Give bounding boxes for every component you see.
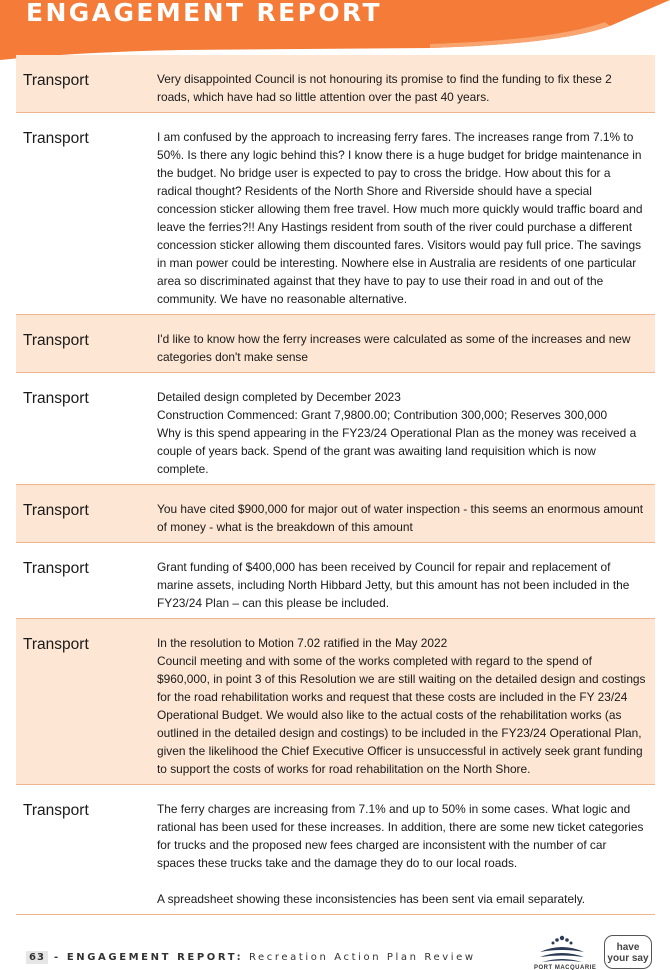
row-category: Transport bbox=[23, 560, 89, 577]
row-category: Transport bbox=[23, 502, 89, 519]
footer-report-label: ENGAGEMENT REPORT: bbox=[66, 952, 244, 963]
comments-table bbox=[16, 55, 655, 915]
council-logo-text: PORT MACQUARIE bbox=[534, 965, 597, 970]
row-category: Transport bbox=[23, 72, 89, 89]
row-comment: You have cited $900,000 for major out of water inspection - this seems an enormous amount of money - what is the breakdown of this amount bbox=[157, 502, 644, 534]
row-comment: I'd like to know how the ferry increases were calculated as some of the increases and new categories don't make sense bbox=[157, 332, 631, 364]
have-your-say-line2: your say bbox=[607, 953, 649, 964]
table-row bbox=[16, 785, 655, 915]
page-header bbox=[0, 0, 670, 62]
table-row bbox=[16, 543, 655, 619]
row-comment: The ferry charges are increasing from 7.1% and up to 50% in some cases. What logic and rational has been used for these increases. In addition, there are some new ticket categories for trucks and the proposed new fees charged are inconsistent with the number of car spaces these trucks take and the damage they do to our local roads. A spreadsheet showing these inconsistencies has been sent via email separately. bbox=[157, 802, 644, 906]
table-row bbox=[16, 113, 655, 315]
page-footer bbox=[26, 952, 476, 963]
page-title: ENGAGEMENT REPORT bbox=[26, 0, 382, 27]
row-comment: Very disappointed Council is not honouring its promise to find the funding to fix these 2 roads, which have had so little attention over the past 40 years. bbox=[157, 72, 612, 104]
have-your-say-logo bbox=[604, 935, 652, 969]
footer-report-name: Recreation Action Plan Review bbox=[248, 952, 476, 963]
row-category: Transport bbox=[23, 802, 89, 819]
row-comment: I am confused by the approach to increasing ferry fares. The increases range from 7.1% to 50%. Is there any logic behind this? I know there is a huge budget for bridge maintenance in the budget. No bridge user is expected to pay to cross the bridge. How about this for a radical thought? Residents of the North Shore and Riverside should have a special concession sticker allowing them free travel. How much more quickly would traffic board and leave the ferries?!! Any Hastings resident from south of the river could purchase a different concession sticker allowing them discounted fares. Visitors would pay full price. The savings in man power could be interesting. Nowhere else in Australia are residents of one particular area so discriminated against that they have to pay to use their road in and out of the community. We have no reasonable alternative. bbox=[157, 130, 643, 306]
council-logo bbox=[532, 930, 597, 970]
have-your-say-line1: have bbox=[616, 942, 640, 953]
table-row bbox=[16, 619, 655, 785]
row-category: Transport bbox=[23, 636, 89, 653]
table-row bbox=[16, 55, 655, 113]
row-category: Transport bbox=[23, 332, 89, 349]
row-comment: In the resolution to Motion 7.02 ratified in the May 2022 Council meeting and with some of the works completed with regard to the spend of $960,000, in point 3 of this Resolution we are still waiting on the detailed design and costings for the road rehabilitation works and request that these costs are included in the FY 23/24 Operational Budget. We would also like to the actual costs of the rehabilitation works (as outlined in the detailed design and costings) to be included in the FY23/24 Operational Plan, given the likelihood the Chief Executive Officer is unsuccessful in actively seek grant funding to support the costs of works for road rehabilitation on the North Shore. bbox=[157, 636, 646, 776]
footer-separator: - bbox=[47, 952, 67, 963]
row-comment: Grant funding of $400,000 has been received by Council for repair and replacement of marine assets, including North Hibbard Jetty, but this amount has not been included in the FY23/24 Plan – can this please be included. bbox=[157, 560, 630, 610]
row-category: Transport bbox=[23, 390, 89, 407]
row-comment: Detailed design completed by December 2023 Construction Commenced: Grant 7,9800.00; Contribution 300,000; Reserves 300,000 Why is this spend appearing in the FY23/24 Operational Plan as the money was received a couple of years back. Spend of the grant was awaiting land requisition which is now complete. bbox=[157, 390, 637, 476]
table-row bbox=[16, 373, 655, 485]
table-row bbox=[16, 315, 655, 373]
table-row bbox=[16, 485, 655, 543]
row-category: Transport bbox=[23, 130, 89, 147]
page-number: 63 bbox=[26, 951, 48, 964]
council-logo-icon bbox=[532, 930, 592, 966]
